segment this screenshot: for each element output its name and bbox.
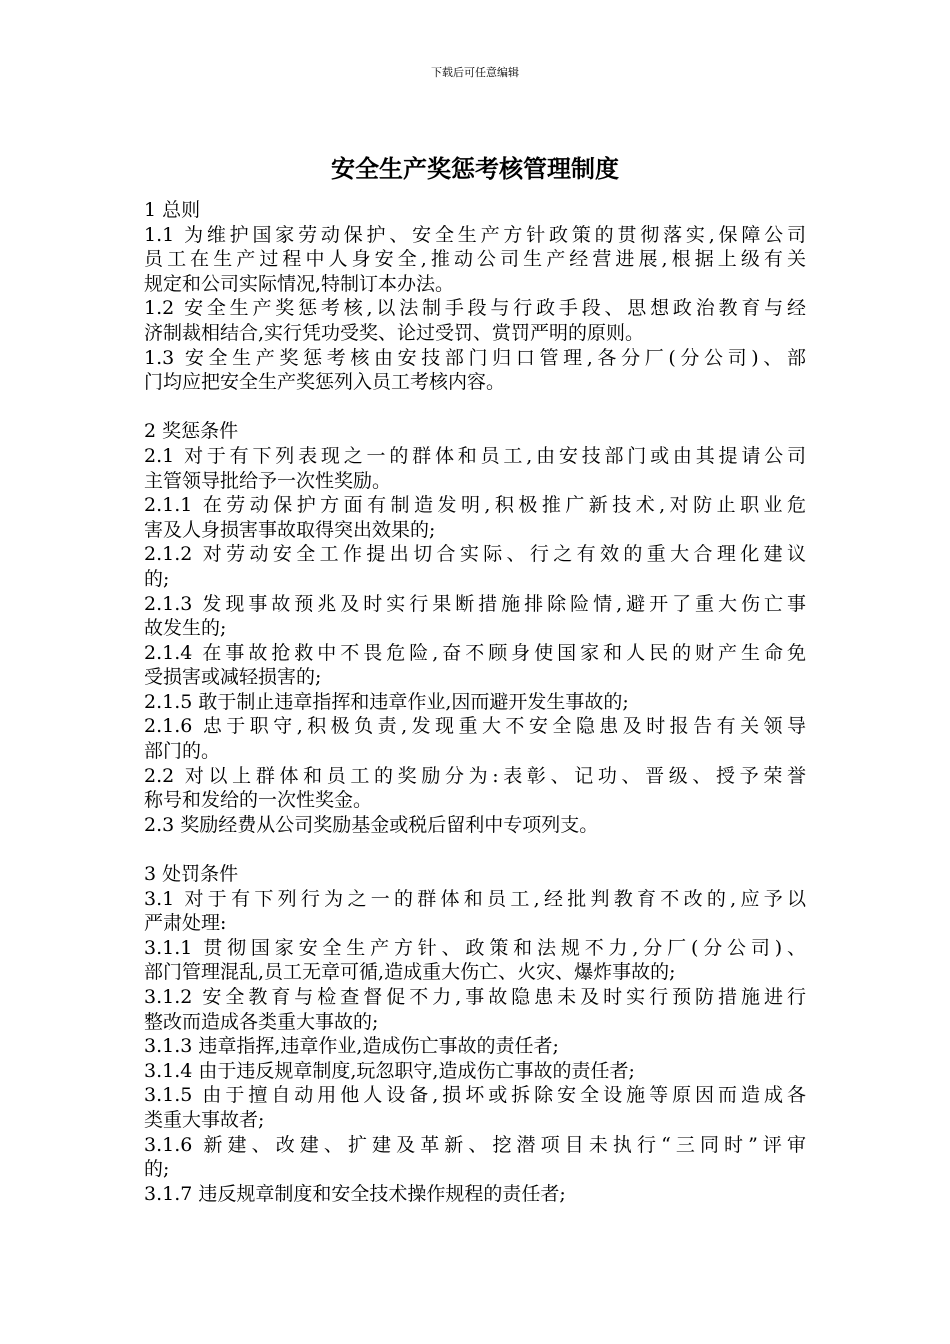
body-line: 1.3 安全生产奖惩考核由安技部门归口管理,各分厂(分公司)、部	[144, 346, 806, 369]
body-line: 3.1.3 违章指挥,违章作业,造成伤亡事故的责任者;	[144, 1035, 559, 1058]
body-line: 主管领导批给予一次性奖励。	[144, 469, 392, 492]
body-line: 严肃处理:	[144, 912, 227, 935]
body-line: 3.1.6 新建、改建、扩建及革新、挖潜项目未执行“三同时”评审	[144, 1133, 806, 1156]
body-line: 2.1.3 发现事故预兆及时实行果断措施排除险情,避开了重大伤亡事	[144, 592, 806, 615]
body-line: 2.1.4 在事故抢救中不畏危险,奋不顾身使国家和人民的财产生命免	[144, 641, 806, 664]
body-line: 规定和公司实际情况,特制订本办法。	[144, 272, 455, 295]
body-line: 的;	[144, 567, 170, 590]
body-line: 门均应把安全生产奖惩列入员工考核内容。	[144, 371, 506, 394]
body-line: 3 处罚条件	[144, 863, 239, 886]
body-line: 济制裁相结合,实行凭功受奖、论过受罚、赏罚严明的原则。	[144, 321, 645, 344]
body-line: 2.1.1 在劳动保护方面有制造发明,积极推广新技术,对防止职业危	[144, 494, 806, 517]
body-line: 2.3 奖励经费从公司奖励基金或税后留利中专项列支。	[144, 813, 599, 836]
body-line: 整改而造成各类重大事故的;	[144, 1010, 379, 1033]
body-line: 3.1.5 由于擅自动用他人设备,损坏或拆除安全设施等原因而造成各	[144, 1084, 806, 1107]
body-line: 3.1.1 贯彻国家安全生产方针、政策和法规不力,分厂(分公司)、	[144, 936, 806, 959]
body-line: 1.1 为维护国家劳动保护、安全生产方针政策的贯彻落实,保障公司	[144, 223, 806, 246]
body-line: 2.1.6 忠于职守,积极负责,发现重大不安全隐患及时报告有关领导	[144, 715, 806, 738]
body-line: 称号和发给的一次性奖金。	[144, 789, 373, 812]
header-note: 下载后可任意编辑	[431, 66, 519, 79]
document-title: 安全生产奖惩考核管理制度	[331, 155, 619, 183]
body-line: 部门管理混乱,员工无章可循,造成重大伤亡、火灾、爆炸事故的;	[144, 961, 676, 984]
blank-line	[144, 395, 806, 420]
body-line: 3.1.7 违反规章制度和安全技术操作规程的责任者;	[144, 1182, 566, 1205]
body-line: 2.1.2 对劳动安全工作提出切合实际、行之有效的重大合理化建议	[144, 543, 806, 566]
body-line: 2 奖惩条件	[144, 420, 239, 443]
body-line: 故发生的;	[144, 617, 227, 640]
document-body	[144, 198, 806, 1206]
body-line: 3.1.4 由于违反规章制度,玩忽职守,造成伤亡事故的责任者;	[144, 1059, 635, 1082]
blank-line	[144, 837, 806, 862]
body-line: 3.1 对于有下列行为之一的群体和员工,经批判教育不改的,应予以	[144, 887, 806, 910]
body-line: 2.1 对于有下列表现之一的群体和员工,由安技部门或由其提请公司	[144, 444, 806, 467]
body-line: 2.2 对以上群体和员工的奖励分为:表彰、记功、晋级、授予荣誉	[144, 764, 806, 787]
body-line: 3.1.2 安全教育与检查督促不力,事故隐患未及时实行预防措施进行	[144, 986, 806, 1008]
body-line: 类重大事故者;	[144, 1108, 265, 1131]
body-line: 1 总则	[144, 199, 201, 221]
body-line: 部门的。	[144, 740, 221, 763]
body-line: 员工在生产过程中人身安全,推动公司生产经营进展,根据上级有关	[144, 248, 806, 271]
body-line: 受损害或减轻损害的;	[144, 666, 322, 689]
body-line: 2.1.5 敢于制止违章指挥和违章作业,因而避开发生事故的;	[144, 690, 629, 713]
body-line: 的;	[144, 1158, 170, 1181]
body-line: 害及人身损害事故取得突出效果的;	[144, 518, 436, 541]
body-line: 1.2 安全生产奖惩考核,以法制手段与行政手段、思想政治教育与经	[144, 297, 806, 320]
